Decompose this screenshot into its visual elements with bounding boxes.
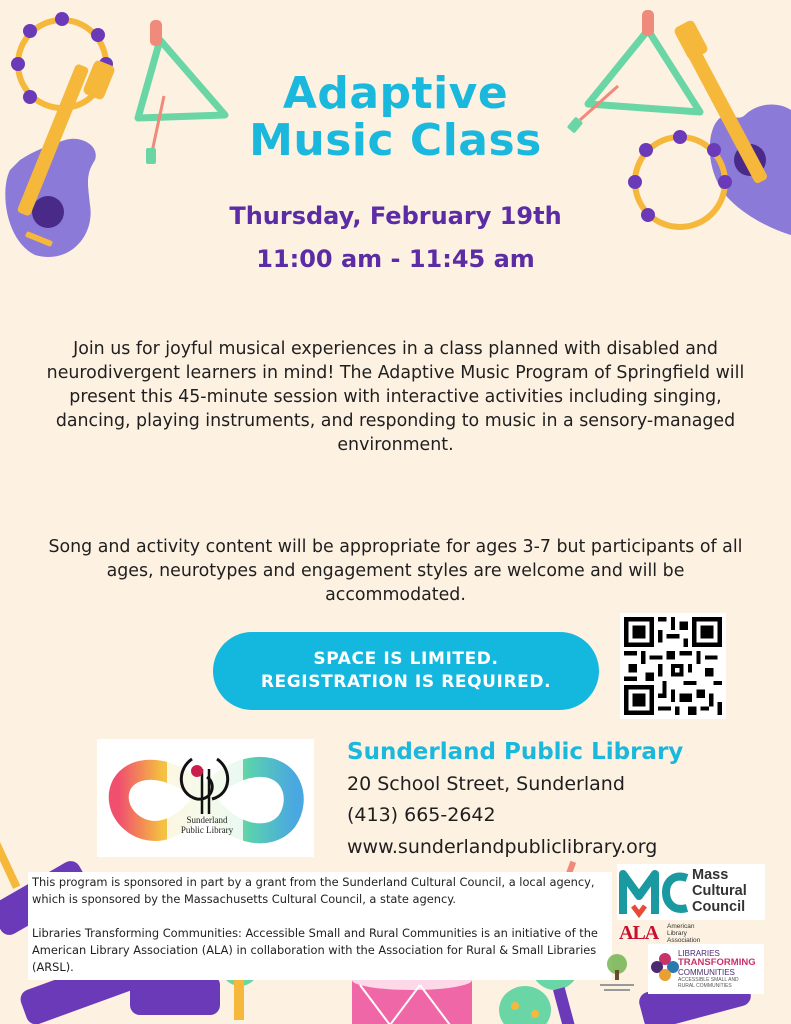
event-title-line1: Adaptive <box>282 68 509 119</box>
mcc-mark-icon <box>619 866 689 922</box>
registration-line1: SPACE IS LIMITED. <box>313 649 499 669</box>
registration-line2: REGISTRATION IS REQUIRED. <box>260 672 552 692</box>
sponsor-text-2: Libraries Transforming Communities: Accessible Small and Rural Communities is an initiative of the American Library Association (ALA) in collaboration with the Association for Rural & Small Libraries (ARSL). <box>32 926 598 974</box>
mcc-line1: Mass <box>692 867 729 883</box>
arsl-logo <box>594 948 640 996</box>
mcc-line2: Cultural <box>692 883 747 899</box>
ala-mark: ALA <box>619 922 659 944</box>
description-paragraph-2: Song and activity content will be appropriate for ages 3-7 but participants of all ages, neurotypes and engagement styles are welcome and will be accommodated. <box>48 537 743 605</box>
library-name: Sunderland Public Library <box>347 739 684 765</box>
event-title <box>0 70 791 164</box>
libraries-transforming-communities-logo: LIBRARIES TRANSFORMING COMMUNITIES ACCESSIBLE SMALL AND RURAL COMMUNITIES <box>648 944 764 994</box>
sponsor-text-1: This program is sponsored in part by a grant from the Sunderland Cultural Council, a local agency, which is sponsored by the Massachusetts Cultural Council, a state agency. <box>32 875 595 906</box>
maraca-icon <box>499 986 551 1024</box>
library-address: 20 School Street, Sunderland <box>347 773 625 795</box>
library-logo <box>97 739 314 857</box>
library-website[interactable]: www.sunderlandpubliclibrary.org <box>347 836 658 858</box>
sponsor-notice <box>28 872 612 980</box>
ala-logo: ALA American Library Association <box>619 922 701 944</box>
event-date: Thursday, February 19th <box>229 202 562 230</box>
registration-banner <box>213 632 599 710</box>
library-phone[interactable]: (413) 665-2642 <box>347 804 496 826</box>
qr-code[interactable] <box>620 613 726 719</box>
description-paragraph-1: Join us for joyful musical experiences in a class planned with disabled and neurodivergent learners in mind! The Adaptive Music Program of Springfield will present this 45-minute session with interactive activities including singing, dancing, playing instruments, and responding to music in a sensory-managed environment. <box>46 339 745 455</box>
event-time: 11:00 am - 11:45 am <box>256 245 535 273</box>
infinity-logo <box>97 739 314 857</box>
mcc-line3: Council <box>692 899 746 915</box>
event-title-line2: Music Class <box>249 115 542 166</box>
mass-cultural-council-logo <box>617 864 765 920</box>
library-logo-text: Sunderland Public Library <box>180 815 234 835</box>
ltc-flower-icon <box>651 949 679 989</box>
